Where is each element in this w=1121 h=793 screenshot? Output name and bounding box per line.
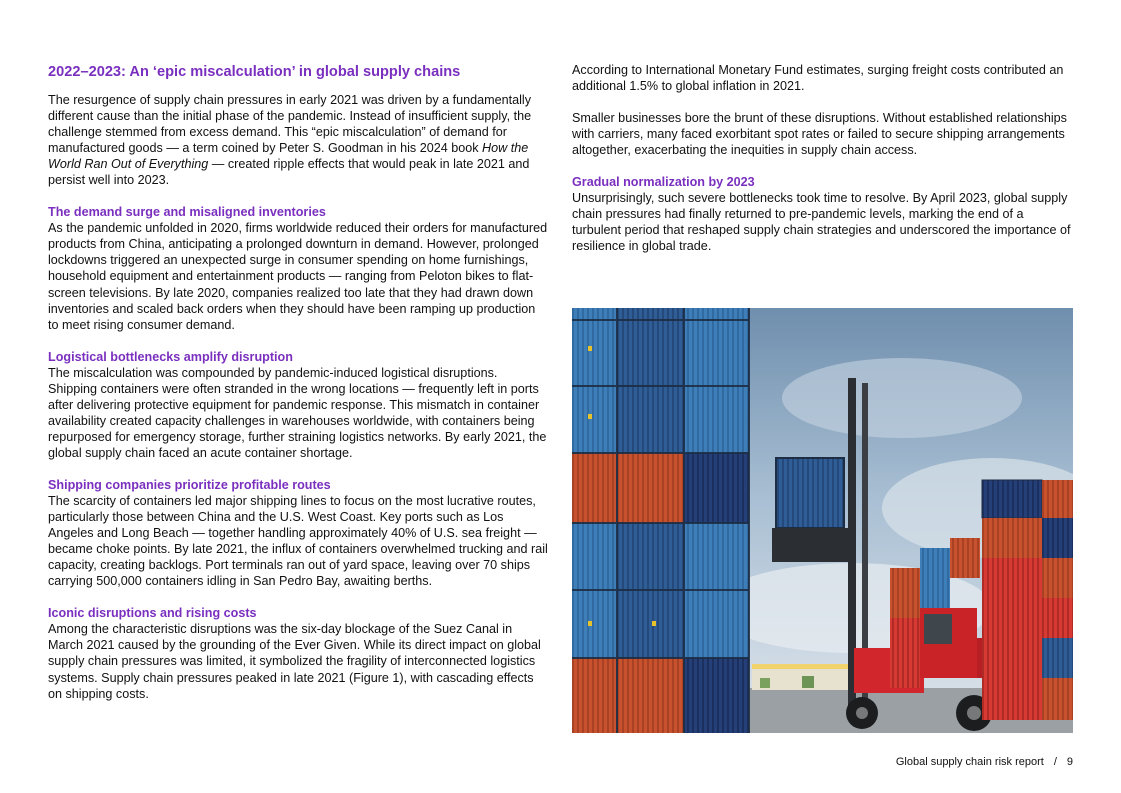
intro-paragraph: The resurgence of supply chain pressures in early 2021 was driven by a fundamentally different cause than the initial phase of the pandemic. Instead of insufficient supply, the challenge stemmed from excess demand. This “epic miscalculation” of demand for manufactured goods — a term coined by Peter S. Goodman in his 2024 book How the World Ran Out of Everything — created ripple effects that would peak in late 2021 and persist well into 2023.	[48, 93, 532, 188]
footer-separator: /	[1053, 756, 1057, 768]
small-business-paragraph: Smaller businesses bore the brunt of these disruptions. Without established relationships with carriers, many faced exorbitant spot rates or failed to secure shipping arrangements altogether, exacerbating the inequities in supply chain access.	[572, 111, 1067, 158]
imf-paragraph: According to International Monetary Fund estimates, surging freight costs contributed an additional 1.5% to global inflation in 2021.	[572, 63, 1064, 94]
left-column	[48, 62, 548, 718]
section-body-normalization: Unsurprisingly, such severe bottlenecks took time to resolve. By April 2023, global supply chain pressures had finally returned to pre-pandemic levels, marking the end of a turbulent period that reshaped supply chain strategies and underscored the importance of resilience in global trade.	[572, 191, 1071, 254]
container-port-illustration	[572, 308, 1073, 733]
page-title: 2022–2023: An ‘epic miscalculation’ in global supply chains	[48, 64, 461, 80]
section-body-iconic-disruptions: Among the characteristic disruptions was the six-day blockage of the Suez Canal in March 2021 caused by the grounding of the Ever Given. While its direct impact on global supply chain pressures was limited, it symbolized the fragility of interconnected logistics systems. Supply chain pressures peaked in late 2021 (Figure 1), with cascading effects on shipping costs.	[48, 622, 541, 701]
book-title: How the World Ran Out of Everything	[48, 141, 529, 172]
section-body-demand-surge: As the pandemic unfolded in 2020, firms worldwide reduced their orders for manufactured products from China, anticipating a prolonged downturn in demand. However, prolonged lockdowns triggered an unexpected surge in consumer spending on home furnishings, household equipment and entertainment products — ranging from Peloton bikes to flat-screen televisions. By late 2020, companies realized too late that they had drawn down inventories and scaled back orders when they should have been ramping up production to meet rising consumer demand.	[48, 221, 548, 332]
report-title: Global supply chain risk report	[895, 756, 1044, 768]
section-heading-normalization: Gradual normalization by 2023	[572, 175, 755, 190]
container-port-photo	[572, 308, 1073, 733]
section-heading-demand-surge: The demand surge and misaligned inventories	[48, 205, 326, 220]
section-heading-iconic-disruptions: Iconic disruptions and rising costs	[48, 606, 257, 621]
section-heading-profitable-routes: Shipping companies prioritize profitable routes	[48, 477, 331, 492]
section-body-profitable-routes: The scarcity of containers led major shipping lines to focus on the most lucrative routes, particularly those between China and the U.S. West Coast. Key ports such as Los Angeles and Long Beach — together handling approximately 40% of U.S. sea freight — became choke points. By late 2021, the influx of containers overwhelmed trucking and rail capacity, creating backlogs. Port terminals ran out of yard space, leaving over 70 ships carrying 500,000 containers idling in San Pedro Bay, awaiting berths.	[48, 494, 548, 589]
page-footer	[896, 756, 1073, 768]
section-body-bottlenecks: The miscalculation was compounded by pandemic-induced logistical disruptions. Shipping containers were often stranded in the wrong locations — frequently left in ports after delivering protective equipment for pandemic response. This mismatch in container availability created capacity challenges in warehouses worldwide, with containers being repurposed for emergency storage, further straining logistics networks. By early 2021, the global supply chain faced an acute container shortage.	[48, 365, 547, 460]
section-heading-bottlenecks: Logistical bottlenecks amplify disruption	[48, 349, 293, 364]
right-column	[572, 62, 1074, 270]
page-number: 9	[1066, 756, 1073, 768]
